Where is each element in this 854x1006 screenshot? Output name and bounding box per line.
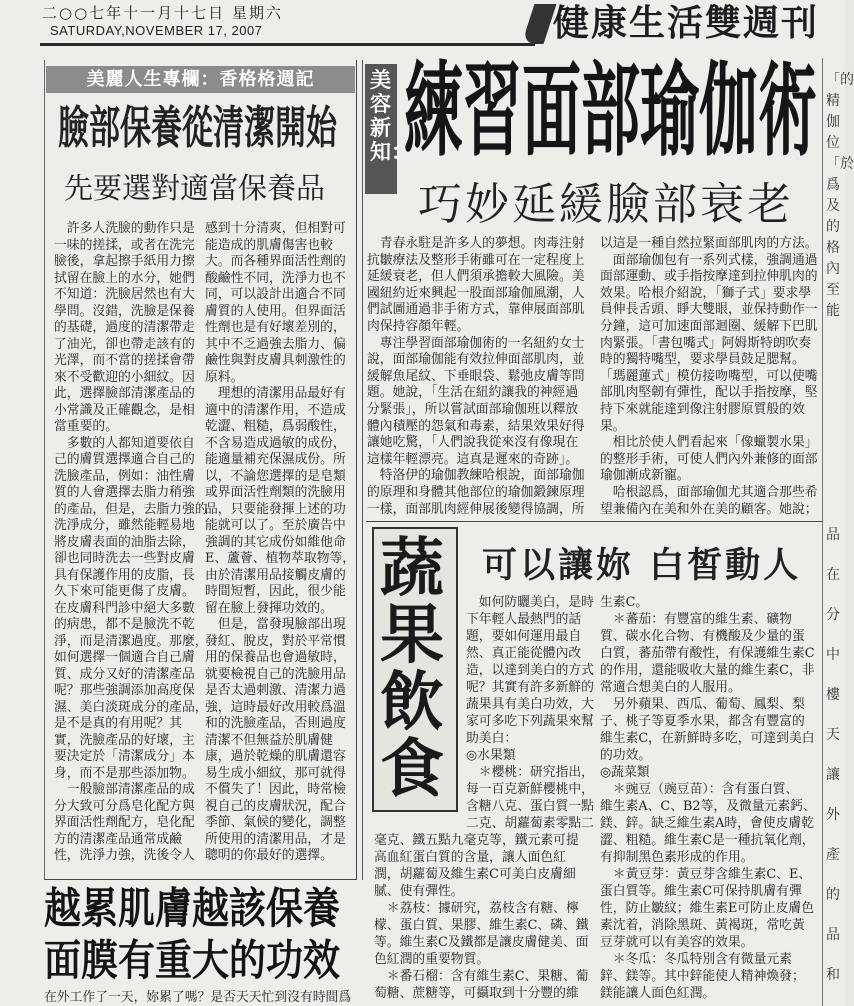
text-line: 性，洗淨力強，洗後令人: [54, 848, 195, 863]
text-line: 多數的人都知道要依自: [54, 435, 195, 451]
text-line: 抗皺療法及整形手術雖可在一定程度上: [367, 252, 585, 268]
page-edge-rule: [822, 58, 823, 1006]
text-line: 發紅、脫皮，對於平常慣: [205, 633, 346, 649]
text-line: E、蘆薈、植物萃取物等，: [205, 551, 356, 566]
issue-date-english: SATURDAY,NOVEMBER 17, 2007: [50, 23, 263, 38]
text-line: 許多人洗臉的動作只是: [54, 221, 195, 236]
text-line: 身，而不是那些添加物。: [54, 765, 195, 781]
text-line: 緩解魚尾紋、下垂眼袋、鬆弛皮膚等問: [367, 368, 585, 384]
text-line: 題，要如何運用最自: [466, 629, 582, 644]
text-line: 界面活性劑配方，皂化配: [54, 815, 195, 830]
text-line: 大。而各種界面活性劑的: [205, 254, 346, 269]
text-line: 己的膚質選擇適合自己的: [54, 452, 195, 467]
yoga-article-subtitle: 巧妙延緩臉部衰老: [418, 179, 794, 230]
text-line: 果。: [600, 418, 626, 434]
text-line: 面部運動、或手指按摩達到拉伸肌肉的: [600, 269, 818, 285]
text-line: 以這是一種自然拉緊面部肌肉的方法。: [600, 236, 818, 251]
text-line: 小常識及正確觀念，是相: [54, 402, 195, 418]
text-line: 造，以達到美白的方式: [466, 663, 594, 678]
text-line: 當重要的。: [54, 419, 118, 434]
mask-article-title-line-2: 面膜有重大的功效: [44, 935, 340, 986]
text-line: 蛋白質等。維生素C可保持肌膚有彈: [600, 884, 802, 899]
text-line: 臉後，拿起擦手紙用力擦: [54, 254, 195, 269]
text-line: 持下來就能達到像注射膠原質般的效: [600, 401, 805, 417]
text-line: 的功效。: [600, 748, 652, 763]
text-line: 素沈着，消除黑斑、黃褐斑，常吃黃: [600, 918, 805, 933]
adjacent-page-text-top: 「的精伽位「於爲及的格內至能: [826, 72, 854, 319]
text-line: 生素C。: [600, 595, 649, 610]
text-line: 萄糖、蔗糖等，可攝取到十分豐的維: [374, 986, 579, 1001]
text-line: 另外蘋果、西瓜、葡萄、鳳梨、梨: [600, 697, 805, 712]
text-line: 實，洗臉產品的好壞，主: [54, 732, 195, 748]
text-line: ＊冬瓜：冬瓜特別含有微量元素: [600, 952, 792, 967]
text-line: 然、真正能從體內改: [466, 646, 582, 661]
text-line: 易生成小細紋，那可就得: [205, 765, 346, 781]
issue-date-chinese: 二○○七年十一月十七日 星期六: [42, 4, 283, 22]
text-line: 說，面部瑜伽能有效拉伸面部肌肉，並: [367, 352, 585, 368]
text-line: 質、碳水化合物、有機酸及少量的蛋: [600, 629, 805, 644]
text-line: 一味的搓揉，或者在洗完: [54, 237, 195, 253]
header-rule: [40, 43, 535, 46]
text-line: ＊豌豆（豌豆苗）：含有蛋白質、: [600, 782, 799, 797]
text-line: 的整形手術，可使人們內外兼修的面部: [600, 451, 818, 467]
section-label-beauty-news: 美容新知：: [365, 64, 397, 194]
section-label-fruit-diet: 蔬果飲食: [380, 532, 444, 807]
text-line: 助美白：: [466, 731, 518, 746]
text-line: 的原理和身體其他部位的瑜伽鍛鍊原理: [367, 484, 585, 500]
text-line: ＊荔枝：據研究，荔枝含有糖、檸: [374, 901, 579, 916]
text-line: 久下來可能更傷了皮膚。: [54, 584, 195, 599]
text-line: 了油光，卻也帶走該有的: [54, 336, 195, 352]
text-line: 潤，胡蘿蔔及維生素C可美白皮膚細: [374, 867, 576, 882]
text-line: 來不受歡迎的小細紋。因: [54, 369, 195, 385]
text-line: 子、桃子等夏季水果，都含有豐富的: [600, 714, 805, 729]
text-line: 相比於使人們看起來「像蠟製水果」: [600, 435, 818, 451]
text-line: 具有保護作用的皮脂，長: [54, 567, 195, 583]
text-line: 分大致可分爲皂化配方與: [54, 798, 195, 814]
text-line: 清潔不但無益於肌膚健: [205, 732, 333, 748]
text-line: 不知道：洗臉居然也有大: [54, 287, 195, 302]
text-line: 鎂、鋅。缺乏維生素A時，會使皮膚乾: [600, 816, 814, 831]
text-line: 效果。哈根介紹說，「獅子式」要求學: [600, 285, 812, 301]
text-line: 瑜伽漸成新寵。: [600, 468, 690, 484]
text-line: ◎蔬菜類: [600, 765, 650, 780]
text-line: 如何防曬美白，是時: [466, 595, 594, 610]
text-line: 原料。: [205, 369, 244, 385]
text-line: 一般臉部清潔產品的成: [54, 782, 195, 797]
text-line: 時間短暫，因此，很少能: [205, 584, 346, 599]
text-line: 讓她吃驚，「人們說我從來沒有像現在: [367, 435, 579, 451]
text-line: ＊蕃茄：有豐富的維生素、礦物: [600, 612, 792, 627]
text-line: 題。她說，「生活在紐約讓我的神經過: [367, 385, 579, 401]
text-line: 拭留在臉上的水分，她們: [54, 270, 195, 286]
text-line: 的作用，還能吸收大量的維生素C，非: [600, 663, 815, 678]
text-line: 強，這時最好改用較爲溫: [205, 699, 346, 715]
text-line: 含糖八克、蛋白質一點: [466, 799, 594, 814]
text-line: 強調的其它成份如維他命: [205, 534, 346, 550]
yoga-article-title: 練習面部瑜伽術: [404, 51, 818, 171]
text-line: 肉緊張。「書包嘴式」阿姆斯特朗吹奏: [600, 335, 812, 351]
text-line: 毫克、鐵五點九毫克等，鐵元素可提: [374, 833, 579, 848]
column-banner: 美麗人生專欄：香格格週記: [46, 66, 355, 93]
masthead-swoosh-icon: [522, 4, 557, 44]
text-line: 和的洗臉產品，否則過度: [205, 716, 346, 731]
text-line: 將皮膚表面的油脂去除，: [54, 534, 195, 550]
text-line: 特洛伊的瑜伽教練哈根說，面部瑜伽: [367, 468, 585, 484]
text-line: 下年輕人最熱門的話: [466, 612, 582, 627]
text-line: 如何選擇一個適合自己膚: [54, 650, 195, 665]
text-line: 由於清潔用品接觸皮膚的: [205, 567, 346, 583]
text-line: 蔬果具有美白功效，大: [466, 697, 594, 712]
text-line: 季節、氣候的變化，調整: [205, 815, 346, 830]
column-divider: [362, 60, 363, 880]
text-line: 視自己的皮膚狀況，配合: [205, 798, 346, 814]
text-line: 檬、蛋白質、果膠、維生素C、磷、鐵: [374, 918, 589, 933]
text-line: 延緩衰老，但人們須承擔較大風險。美: [367, 269, 585, 285]
text-line: 或界面活性劑類的洗臉用: [205, 485, 346, 500]
text-line: 青春永駐是許多人的夢想。肉毒注射: [367, 236, 585, 251]
text-line: 感到十分清爽，但相對可: [205, 221, 346, 236]
left-article-title: 臉部保養從清潔開始: [58, 102, 337, 155]
text-line: 康，過於乾燥的肌膚還容: [205, 749, 346, 764]
text-line: 適中的清潔作用，不造成: [205, 402, 346, 418]
text-line: 洗淨成分，雖然能輕易地: [54, 518, 195, 533]
text-line: 肉保持容顏年輕。: [367, 318, 470, 334]
yoga-article-column-1: [367, 236, 593, 518]
text-line: 理想的清潔用品最好有: [205, 386, 346, 401]
text-line: 呢？那些強調添加高度保: [54, 683, 195, 698]
text-line: 鎂能讓人面色紅潤。: [600, 986, 716, 1001]
text-line: 哈根認爲，面部瑜伽尤其適合那些希: [600, 484, 818, 500]
text-line: 這樣年輕漂亮。這真是遲來的奇跡」。: [367, 451, 579, 467]
text-line: 等。維生素C及鐵都是讓皮膚健美、面: [374, 935, 589, 950]
text-line: 濕、美白淡斑成分的產品，: [54, 699, 208, 715]
text-line: 「瑪麗蓮式」模仿接吻嘴型，可以使嘴: [600, 368, 818, 384]
text-line: 所使用的清潔用品，才是: [205, 831, 346, 847]
text-line: 面部瑜伽包有一系列式樣，強調通過: [600, 252, 818, 268]
text-line: 國紐約近來興起一股面部瑜伽風潮，人: [367, 285, 585, 301]
text-line: 學問。沒錯，洗臉是保養: [54, 303, 195, 319]
text-line: 二克、胡蘿蔔素零點二: [466, 816, 594, 831]
text-line: 洗臉產品，例如：油性膚: [54, 468, 195, 484]
text-line: 分鐘，這可加速面部迴圈、緩解下巴肌: [600, 318, 818, 334]
left-article-subtitle: 先要選對適當保養品: [64, 171, 326, 205]
text-line: 專注學習面部瑜伽術的一名紐約女士: [367, 335, 585, 351]
text-line: 是不是真的有用呢？其: [54, 716, 182, 731]
text-line: 不償失了！因此，時常檢: [205, 782, 346, 797]
text-line: 鋅、鎂等。其中鋅能使人精神煥發；: [600, 969, 805, 984]
text-line: 酸鹼性不同，洗淨力也不: [205, 270, 346, 286]
text-line: ＊櫻桃：研究指出，: [466, 765, 594, 780]
text-line: 以，不論您選擇的是皂類: [205, 468, 346, 484]
fruit-article-column-1-lower: [374, 832, 595, 1002]
text-line: 有抑制黑色素形成的作用。: [600, 850, 754, 865]
text-line: 品，只要能發揮上述的功: [205, 501, 346, 517]
text-line: 能就可以了。至於廣告中: [205, 518, 346, 533]
text-line: 在皮膚科門診中絕大多數: [54, 600, 195, 616]
text-line: 每一百克新鮮櫻桃中，: [466, 782, 594, 797]
text-line: 光澤，而不當的搓揉會帶: [54, 353, 195, 368]
text-line: 體內積壓的怨氣和毒素，結果效果好得: [367, 418, 585, 434]
text-line: 能適量補充保濕成份。所: [205, 452, 346, 467]
text-line: 時的獨特嘴型，要求學員鼓足腮幫。: [600, 352, 805, 368]
text-line: 員伸長舌頭、睜大雙眼，並保持動作一: [600, 302, 818, 318]
text-line: 鹼性與對皮膚具刺激性的: [205, 353, 346, 368]
text-line: 是否太過刺激、清潔力過: [205, 683, 346, 698]
text-line: 要決定於「清潔成分」本: [54, 749, 195, 764]
adjacent-page-text-bottom: 品在分中樓天讓外產的品和: [826, 527, 840, 983]
text-line: 澀、粗糙。維生素C是一種抗氧化劑，: [600, 833, 815, 848]
text-line: 此，選擇臉部清潔產品的: [54, 386, 195, 401]
text-line: 分緊張」，所以嘗試面部瑜伽班以釋放: [367, 401, 579, 417]
text-line: 的產品，但是，去脂力強的: [54, 501, 208, 517]
text-line: 們試圖通過非手術方式，靠伸展面部肌: [367, 302, 585, 318]
masthead-title: 健康生活雙週刊: [553, 3, 820, 44]
text-line: 性，防止皺紋；維生素E可防止皮膚色: [600, 901, 815, 916]
text-line: 豆芽就可以有美容的效果。: [600, 935, 754, 950]
text-line: 不含易造成過敏的成份，: [205, 435, 346, 451]
text-line: 但是，當發現臉部出現: [205, 617, 346, 632]
text-line: 卻也同時洗去一些對皮膚: [54, 551, 195, 566]
fruit-article-column-1-upper: [466, 594, 594, 832]
text-line: 留在臉上發揮功效的。: [205, 600, 333, 616]
text-line: 同，可以設計出適合不同: [205, 287, 346, 302]
text-line: 性劑也是有好壞差別的，: [205, 320, 346, 335]
text-line: ＊番石榴：含有維生素C、果糖、葡: [374, 969, 589, 984]
text-line: 質的人會選擇去脂力稍強: [54, 485, 195, 500]
text-line: 就要檢視自己的洗臉用品: [205, 666, 346, 682]
fruit-article-column-2: [600, 594, 821, 1002]
text-line: 一樣，面部肌肉經伸展後變得協調，所: [367, 501, 585, 517]
mask-article-title-line-1: 越累肌膚越該保養: [44, 883, 340, 934]
text-line: 色紅潤的重要物質。: [374, 952, 490, 967]
text-line: 高血紅蛋白質的含量，讓人面色紅: [374, 850, 566, 865]
text-line: ＊黃豆芽：黃豆芽含維生素C、E、: [600, 867, 812, 882]
left-article-column-1: [54, 221, 208, 865]
text-line: 質、成分又好的清潔產品: [54, 666, 195, 682]
text-line: 乾澀、粗糙，爲弱酸性，: [205, 419, 346, 434]
text-line: 膚質的人使用。但界面活: [205, 303, 346, 319]
text-line: 膩、使有彈性。: [374, 884, 464, 899]
text-line: 其中不乏過強去脂力、偏: [205, 336, 346, 352]
text-line: 用的保養品也會過敏時，: [205, 650, 346, 665]
yoga-article-column-2: [600, 236, 820, 518]
left-article-column-2: [205, 221, 354, 865]
text-line: 能造成的肌膚傷害也較: [205, 237, 333, 253]
text-line: 呢？其實有許多新鮮的: [466, 680, 594, 695]
text-line: 部肌肉堅韌有彈性，配以手指按摩，堅: [600, 385, 818, 401]
text-line: 維生素C，在新鮮時多吃，可達到美白: [600, 731, 815, 746]
text-line: 的病患，都不是臉洗不乾: [54, 617, 195, 632]
text-line: 聰明的你最好的選擇。: [205, 848, 333, 863]
text-line: 的基礎，過度的清潔帶走: [54, 320, 195, 335]
text-line: 白質，蕃茄帶有酸性，有保護維生素C: [600, 646, 815, 661]
text-line: 望兼備內在美和外在美的顧客。她說；: [600, 501, 818, 517]
text-line: 淨，而是清潔過度。那麼，: [54, 633, 208, 649]
text-line: 方的清潔產品通常成鹼: [54, 831, 182, 847]
section-divider: [366, 521, 822, 522]
text-line: 家可多吃下列蔬果來幫: [466, 714, 594, 729]
mask-article-lead: 在外工作了一天，妳累了嗎？是否天天忙到沒有時間爲: [44, 990, 352, 1005]
fruit-article-title: 可以讓妳 白皙動人: [482, 545, 802, 586]
text-line: ◎水果類: [466, 748, 516, 763]
text-line: 維生素A、C、B2等，及微量元素鈣、: [600, 799, 816, 814]
text-line: 常適合想美白的人服用。: [600, 680, 741, 695]
